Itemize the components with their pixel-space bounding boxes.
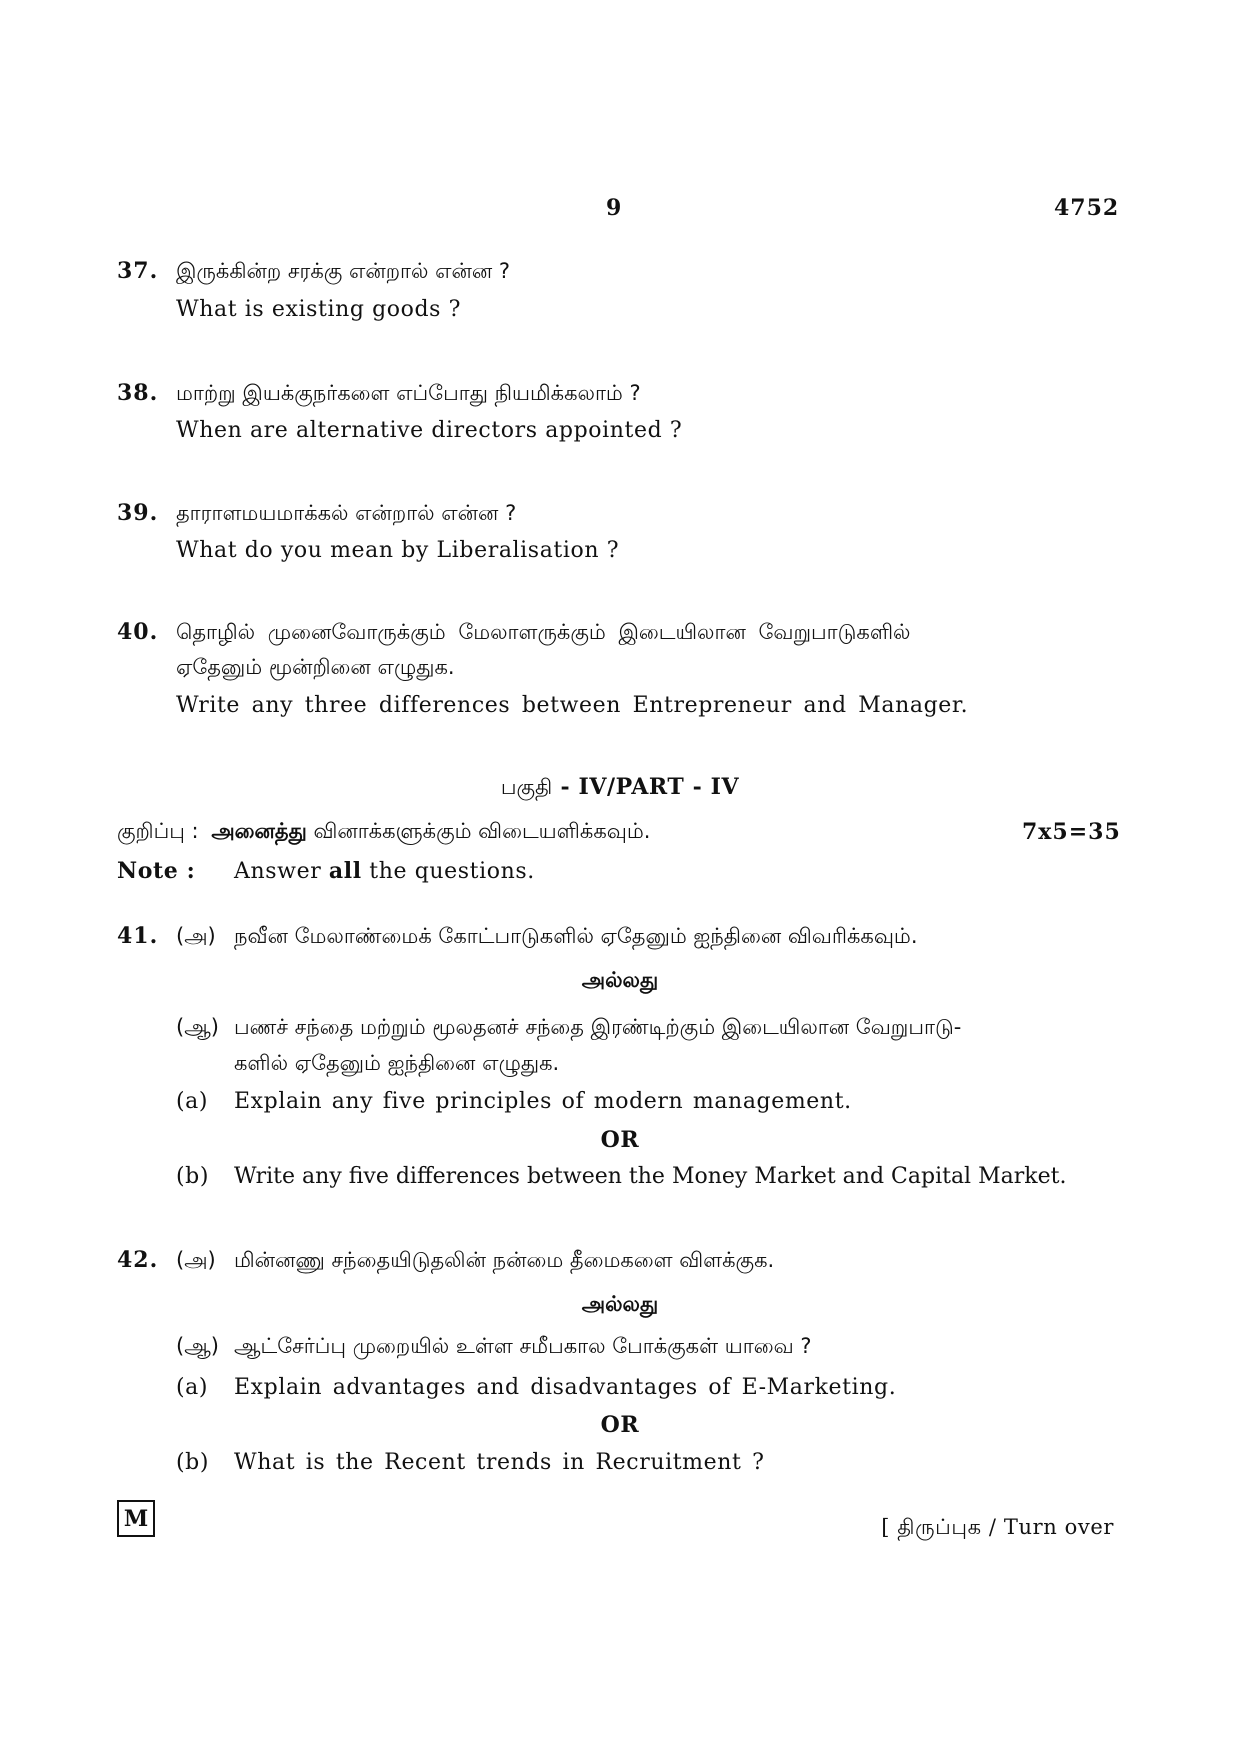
option-a-tamil-label: (அ) [176,924,216,948]
question-tamil-line2: ஏதேனும் மூன்றினை எழுதுக. [176,655,455,679]
note-english-pre: Answer [234,859,329,884]
part-heading-separator: - [552,774,579,800]
paper-code: 4752 [1054,195,1120,221]
turn-over-text [881,1515,1114,1542]
option-b-english: What is the Recent trends in Recruitment ? [234,1450,765,1475]
option-a-english: Explain advantages and disadvantages of E-Marketing. [234,1375,897,1400]
option-b-tamil-line2: களில் ஏதேனும் ஐந்தினை எழுதுக. [234,1051,560,1075]
question-number: 39. [117,500,159,526]
part-heading-english: IV/PART - IV [578,774,740,800]
option-a-tamil-label: (அ) [176,1248,216,1272]
page-number: 9 [606,195,623,221]
question-english: What do you mean by Liberalisation ? [176,538,620,563]
question-number: 42. [117,1247,159,1273]
turn-over-label: [ திருப்புக / Turn over [881,1515,1114,1539]
option-a-tamil: மின்னணு சந்தையிடுதலின் நன்மை தீமைகளை விளக்குக. [234,1248,775,1272]
or-english: OR [600,1127,640,1153]
note-english-emphasis: all [328,858,362,884]
option-a-english: Explain any five principles of modern management. [234,1089,852,1114]
question-tamil: தாராளமயமாக்கல் என்றால் என்ன ? [176,501,517,525]
option-b-english-label: (b) [176,1164,210,1189]
or-tamil: அல்லது [581,1292,659,1316]
note-tamil-emphasis: அனைத்து [211,819,307,843]
or-tamil: அல்லது [581,968,659,992]
question-english: What is existing goods ? [176,297,462,322]
part-heading-tamil: பகுதி [500,775,553,799]
option-b-tamil-label: (ஆ) [176,1334,219,1358]
option-a-english-label: (a) [176,1375,209,1400]
part-heading [0,774,1240,802]
note-tamil [117,819,650,846]
question-tamil: இருக்கின்ற சரக்கு என்றால் என்ன ? [176,259,511,283]
note-english-post: the questions. [361,859,535,884]
marks-allocation: 7x5=35 [1022,819,1121,845]
question-english: When are alternative directors appointed ? [176,418,683,443]
option-b-tamil: ஆட்சேர்ப்பு முறையில் உள்ள சமீபகால போக்குகள் யாவை ? [234,1334,812,1358]
question-tamil: மாற்று இயக்குநர்களை எப்போது நியமிக்கலாம் ? [176,381,641,405]
option-a-tamil: நவீன மேலாண்மைக் கோட்பாடுகளில் ஏதேனும் ஐந்தினை விவரிக்கவும். [234,924,918,948]
note-tamil-text: வினாக்களுக்கும் விடையளிக்கவும். [306,819,651,843]
option-b-tamil-line1: பணச் சந்தை மற்றும் மூலதனச் சந்தை இரண்டிற்கும் இடையிலான வேறுபாடு- [234,1015,962,1039]
question-number: 41. [117,923,159,949]
note-english [234,858,535,884]
medium-mark-box: M [117,1500,155,1537]
question-number: 38. [117,380,159,406]
question-number: 40. [117,619,159,645]
or-english: OR [600,1412,640,1438]
note-english-label: Note : [117,858,196,884]
question-tamil-line1: தொழில் முனைவோருக்கும் மேலாளருக்கும் இடையிலான வேறுபாடுகளில் [176,620,911,644]
option-b-tamil-label: (ஆ) [176,1015,219,1039]
note-tamil-label: குறிப்பு : [117,819,199,843]
option-b-english: Write any five differences between the Money Market and Capital Market. [234,1164,1067,1189]
question-number: 37. [117,258,159,284]
question-english: Write any three differences between Entrepreneur and Manager. [176,693,969,718]
option-a-english-label: (a) [176,1089,209,1114]
option-b-english-label: (b) [176,1450,210,1475]
